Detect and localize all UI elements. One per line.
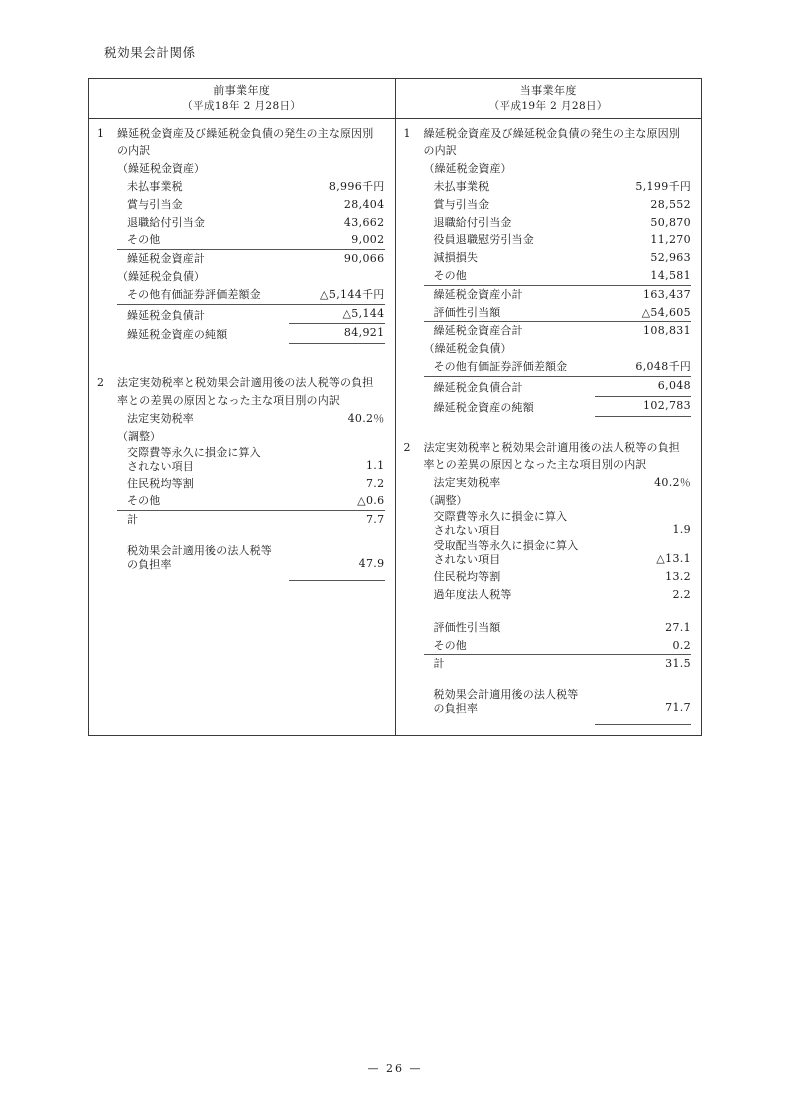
row-value: 40.2％ — [654, 476, 691, 490]
row-label: 計 — [433, 657, 445, 671]
table-row — [424, 196, 692, 214]
row-value: 50,870 — [650, 215, 691, 229]
row-value: 40.2％ — [347, 411, 385, 425]
row-label: 繰延税金資産合計 — [433, 324, 523, 338]
row-value: 28,404 — [343, 197, 385, 211]
row-value: △0.6 — [357, 494, 385, 508]
prev-section-1-title-line1: 繰延税金資産及び繰延税金負債の発生の主な原因別 — [117, 126, 374, 140]
table-row — [117, 231, 385, 250]
effective-rate-underline — [595, 724, 691, 725]
table-row-subtotal — [117, 511, 385, 529]
row-label: 過年度法人税等 — [433, 587, 512, 601]
row-unit: 千円 — [362, 179, 385, 193]
row-label: 評価性引当額 — [433, 620, 501, 634]
row-label: 未払事業税 — [433, 179, 490, 193]
prev-section-2 — [97, 374, 385, 581]
row-label: 税効果会計適用後の法人税等 の負担率 — [127, 544, 272, 572]
section-spacer — [97, 344, 385, 366]
prev-rate-reconciliation-group — [117, 410, 385, 581]
row-value: 31.5 — [665, 657, 691, 671]
row-label: 繰延税金資産の純額 — [127, 328, 228, 342]
row-value: 5,199千円 — [635, 179, 691, 193]
table-row-effective-rate — [117, 544, 385, 573]
current-adjustment-group-header: （調整） — [423, 493, 468, 507]
table-row — [117, 492, 385, 511]
table-row-subtotal — [424, 286, 692, 304]
row-value: 43,662 — [343, 215, 385, 229]
row-value: △5,144 — [289, 305, 385, 325]
table-row-total — [117, 305, 385, 325]
section-spacer — [97, 366, 385, 374]
row-value: 108,831 — [643, 324, 691, 338]
row-label: 繰延税金資産の純額 — [433, 400, 534, 414]
table-row — [117, 196, 385, 214]
row-label: 役員退職慰労引当金 — [433, 233, 534, 247]
current-section-1 — [404, 125, 692, 417]
section-spacer — [404, 417, 692, 439]
header-current-fiscal-year — [395, 79, 702, 118]
row-value: 7.2 — [365, 476, 385, 490]
current-section-2-number: 2 — [403, 440, 411, 454]
row-label: 繰延税金資産小計 — [433, 287, 523, 301]
row-unit: ％ — [679, 476, 691, 490]
row-value: 2.2 — [672, 587, 691, 601]
row-value: 102,783 — [595, 397, 691, 417]
table-row — [424, 249, 692, 267]
row-unit: 千円 — [362, 287, 385, 301]
table-row — [117, 286, 385, 305]
header-prev-period-date: （平成18年 2 月28日） — [182, 99, 302, 112]
row-label: 税効果会計適用後の法人税等 の負担率 — [433, 688, 579, 716]
row-value: △5,144千円 — [320, 287, 385, 301]
prev-deferred-tax-assets-group — [117, 160, 385, 344]
row-value: 163,437 — [643, 287, 691, 301]
current-year-cell — [395, 119, 702, 736]
prev-liability-group-header: （繰延税金負債） — [117, 270, 205, 284]
row-value: 28,552 — [650, 197, 691, 211]
table-body-row — [89, 119, 701, 736]
current-rate-reconciliation-group — [424, 474, 692, 725]
prev-year-cell — [89, 119, 395, 736]
current-section-2-title — [424, 439, 692, 475]
table-row — [424, 231, 692, 249]
row-label: 交際費等永久に損金に算入 されない項目 — [127, 445, 261, 473]
table-row-total — [424, 377, 692, 397]
row-value: 52,963 — [650, 251, 691, 265]
table-row-net — [424, 397, 692, 417]
row-unit: 千円 — [668, 179, 691, 193]
row-value: △13.1 — [656, 552, 691, 566]
row-value: 13.2 — [665, 570, 691, 584]
row-value: 6,048千円 — [635, 360, 691, 374]
row-label: 繰延税金負債計 — [127, 308, 206, 322]
row-value: 8,996千円 — [328, 179, 385, 193]
current-section-2 — [404, 439, 692, 726]
prev-section-2-number: 2 — [97, 376, 104, 390]
row-label: その他 — [127, 233, 161, 247]
row-value: 7.7 — [365, 513, 385, 527]
page-number: — 26 — — [367, 1062, 423, 1075]
row-value: 6,048 — [595, 377, 691, 397]
current-section-2-title-line2: 率との差異の原因となった主な項目別の内訳 — [423, 458, 647, 472]
row-label: その他 — [127, 494, 161, 508]
current-section-1-number: 1 — [403, 126, 411, 140]
row-value: 1.1 — [365, 458, 385, 472]
prev-section-2-heading — [97, 374, 385, 410]
row-label: 未払事業税 — [127, 179, 183, 193]
row-label: 退職給付引当金 — [433, 215, 512, 229]
current-liability-group-header: （繰延税金負債） — [423, 342, 512, 356]
row-value: 11,270 — [650, 233, 691, 247]
row-label: 受取配当等永久に損金に算入 されない項目 — [433, 538, 579, 566]
row-label: その他有価証券評価差額金 — [127, 287, 261, 301]
prev-section-2-title — [117, 374, 385, 410]
effective-rate-underline — [289, 580, 385, 581]
row-value: 84,921 — [289, 324, 385, 344]
row-label: 法定実効税率 — [127, 411, 194, 425]
prev-asset-group-header: （繰延税金資産） — [117, 162, 205, 176]
row-label: 賞与引当金 — [127, 197, 183, 211]
row-spacer — [117, 529, 385, 544]
table-row — [424, 619, 692, 637]
row-value: 14,581 — [650, 269, 691, 283]
row-label: 住民税均等割 — [127, 476, 194, 490]
table-row — [424, 539, 692, 568]
prev-section-1-number: 1 — [97, 126, 104, 140]
current-section-1-title — [424, 125, 692, 161]
table-row — [424, 568, 692, 586]
table-row-subtotal — [424, 655, 692, 673]
table-row — [117, 214, 385, 232]
row-label: 交際費等永久に損金に算入 されない項目 — [433, 509, 568, 537]
prev-section-1-title — [117, 125, 385, 161]
table-header-row — [89, 79, 701, 119]
header-current-period-date: （平成19年 2 月28日） — [488, 99, 608, 112]
row-value: 47.9 — [358, 557, 385, 571]
table-row — [424, 510, 692, 539]
row-label: その他 — [433, 638, 467, 652]
row-spacer — [424, 604, 692, 619]
table-row-net — [117, 324, 385, 344]
prev-section-2-title-line2: 率との差異の原因となった主な項目別の内訳 — [117, 394, 340, 408]
table-row — [424, 178, 692, 196]
table-row — [424, 214, 692, 232]
tax-effect-accounting-table — [88, 78, 702, 736]
table-row — [424, 586, 692, 604]
row-label: 賞与引当金 — [433, 197, 490, 211]
current-section-2-heading — [404, 439, 692, 475]
table-row-statutory-rate — [424, 474, 692, 492]
header-prev-period-label: 前事業年度 — [213, 84, 271, 97]
current-section-2-title-line1: 法定実効税率と税効果会計適用後の法人税等の負担 — [423, 440, 680, 454]
prev-adjustment-group-header: （調整） — [117, 429, 161, 443]
prev-section-1 — [97, 125, 385, 345]
table-row-effective-rate — [424, 688, 692, 717]
row-value: 71.7 — [665, 701, 691, 715]
row-spacer — [424, 673, 692, 688]
row-value: 0.2 — [672, 638, 691, 652]
row-label: 住民税均等割 — [433, 570, 501, 584]
row-value: △54,605 — [641, 305, 691, 319]
current-deferred-tax-assets-group — [424, 160, 692, 416]
table-row-valuation-allowance — [424, 304, 692, 323]
row-label: 計 — [127, 513, 139, 527]
row-value: 27.1 — [665, 620, 691, 634]
table-row-total — [117, 250, 385, 268]
current-section-1-title-line2: の内訳 — [423, 144, 457, 158]
table-row — [424, 267, 692, 286]
prev-section-1-heading — [97, 125, 385, 161]
current-section-1-heading — [404, 125, 692, 161]
table-row — [117, 446, 385, 475]
table-row-total — [424, 322, 692, 340]
row-value: 90,066 — [343, 252, 385, 266]
row-label: 法定実効税率 — [433, 476, 501, 490]
row-value: 1.9 — [672, 523, 691, 537]
header-current-period-label: 当事業年度 — [519, 84, 577, 97]
row-label: その他有価証券評価差額金 — [433, 360, 568, 374]
table-row — [424, 637, 692, 656]
row-label: 退職給付引当金 — [127, 215, 206, 229]
header-prev-fiscal-year — [89, 79, 395, 118]
prev-section-1-title-line2: の内訳 — [117, 144, 151, 158]
page-title: 税効果会計関係 — [104, 45, 196, 60]
table-row — [424, 358, 692, 377]
table-row — [117, 475, 385, 493]
row-unit: 千円 — [668, 360, 691, 374]
row-value: 9,002 — [351, 233, 385, 247]
prev-section-2-title-line1: 法定実効税率と税効果会計適用後の法人税等の負担 — [117, 376, 374, 390]
current-asset-group-header: （繰延税金資産） — [423, 162, 512, 176]
row-label: 評価性引当額 — [433, 305, 501, 319]
table-row — [117, 178, 385, 196]
current-section-1-title-line1: 繰延税金資産及び繰延税金負債の発生の主な原因別 — [423, 126, 680, 140]
row-unit: ％ — [373, 411, 385, 425]
row-label: 減損損失 — [433, 251, 479, 265]
table-row-statutory-rate — [117, 410, 385, 428]
row-label: 繰延税金資産計 — [127, 252, 206, 266]
row-label: 繰延税金負債合計 — [433, 380, 523, 394]
row-label: その他 — [433, 269, 467, 283]
